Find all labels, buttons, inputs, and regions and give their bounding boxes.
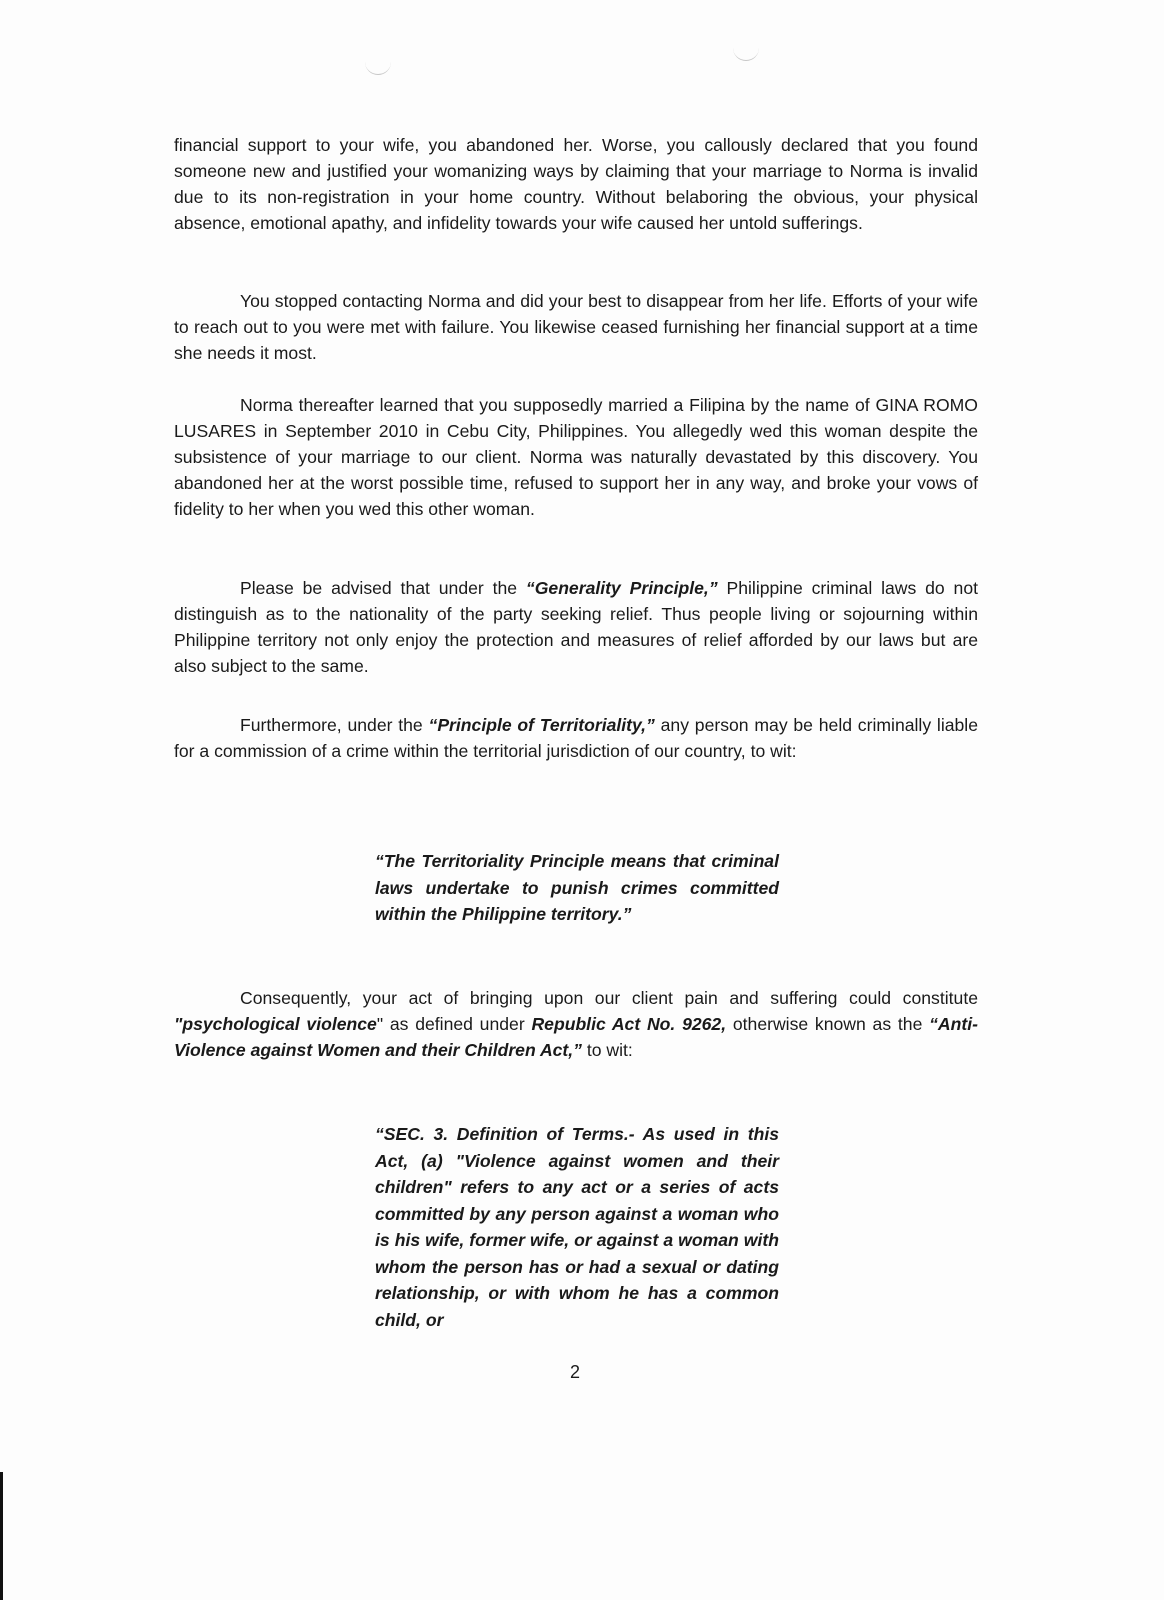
text: Please be advised that under the	[240, 578, 526, 598]
scan-edge	[0, 1472, 3, 1600]
paragraph-psychological-violence	[174, 985, 978, 1063]
text: Consequently, your act of bringing upon our client pain and suffering could constitute	[240, 988, 978, 1008]
punch-hole-mark	[733, 46, 759, 61]
text: " as defined under	[376, 1014, 532, 1034]
paragraph-abandonment: financial support to your wife, you abandoned her. Worse, you callously declared that you found someone new and justified your womanizing ways by claiming that your marriage to Norma is invalid due to its non-registration in your home country. Without belaboring the obvious, your physical absence, emotional apathy, and infidelity towards your wife caused her untold sufferings.	[174, 135, 978, 233]
paragraph-territoriality	[174, 712, 978, 764]
emphasis: “Generality Principle,”	[525, 578, 718, 598]
paragraph-disappearance: You stopped contacting Norma and did your best to disappear from her life. Efforts of your wife to reach out to you were met with failure. You likewise ceased furnishing her financial support at a time she needs it most.	[174, 291, 978, 363]
emphasis: Republic Act No. 9262,	[531, 1014, 727, 1034]
text: otherwise known as the	[726, 1014, 930, 1034]
emphasis: "psychological violence	[174, 1014, 377, 1034]
page-number: 2	[570, 1362, 581, 1382]
emphasis: “Anti-Violence against Women and their Children Act,”	[174, 1014, 978, 1060]
punch-hole-mark	[365, 60, 391, 75]
paragraph-second-marriage: Norma thereafter learned that you supposedly married a Filipina by the name of GINA ROMO LUSARES in September 2010 in Cebu City, Philippines. You allegedly wed this woman despite the subsistence of your marriage to our client. Norma was naturally devastated by this discovery. You abandoned her at the worst possible time, refused to support her in any way, and broke your vows of fidelity to her when you wed this other woman.	[174, 395, 978, 519]
emphasis: “Principle of Territoriality,”	[428, 715, 655, 735]
text: any person may be held criminally liable for a commission of a crime within the territorial jurisdiction of our country, to wit:	[174, 715, 978, 761]
text: Furthermore, under the	[240, 715, 429, 735]
paragraph-generality-principle	[174, 575, 978, 679]
block-quote-ra9262: “SEC. 3. Definition of Terms.- As used in this Act, (a) "Violence against women and their children" refers to any act or a series of acts committed by any person against a woman who is his wife, former wife, or against a woman with whom the person has or had a sexual or dating relationship, or with whom he has a common child, or	[375, 1124, 779, 1330]
block-quote-territoriality: “The Territoriality Principle means that criminal laws undertake to punish crimes committed within the Philippine territory.”	[375, 851, 779, 924]
text: to wit:	[581, 1040, 633, 1060]
text: Philippine criminal laws do not distinguish as to the nationality of the party seeking relief. Thus people living or sojourning within Philippine territory not only enjoy the protection and measures of relief afforded by our laws but are also subject to the same.	[174, 578, 979, 676]
